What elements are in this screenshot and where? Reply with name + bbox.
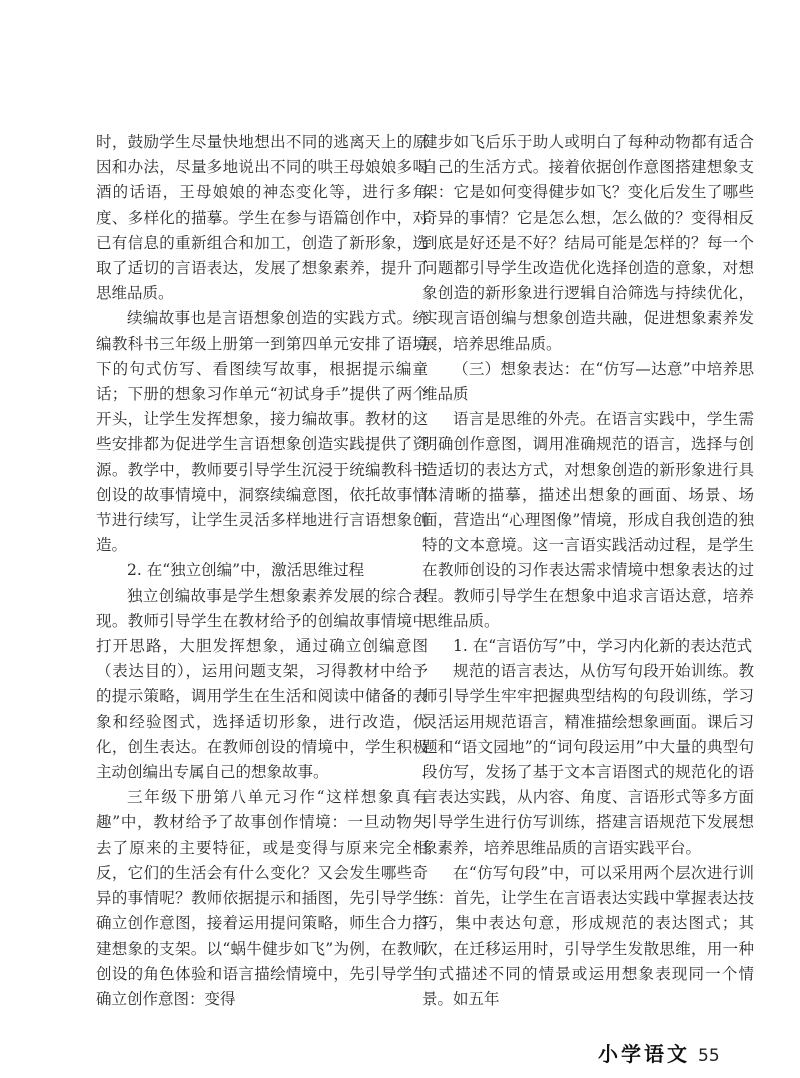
left-column xyxy=(96,130,428,1012)
journal-brand: 小学语文 xyxy=(598,1042,690,1066)
paragraph: 规范的语言表达，从仿写句段开始训练。教师引导学生牢牢把握典型结构的句段训练，学习灵活运用规范语言，精准描绘想象画面。课后习题和“语文园地”的“词句段运用”中大量的典型句段仿写，发扬了基于文本言语图式的规范化的语言表达实践，从内容、角度、言语形式等多方面引导学生进行仿写训练，搭建言语规范下发展想象素养，培养思维品质的言语实践平台。 xyxy=(422,662,754,857)
paragraph: 在“仿写句段”中，可以采用两个层次进行训练：首先，让学生在言语表达实践中掌握表达技巧，集中表达句意，形成规范的表达图式；其次，在迁移运用时，引导学生发散思维，用一种句式描述不同的情景或运用想象表现同一个情景。如五年 xyxy=(422,863,754,1008)
section-heading: 2. 在“独立创编”中，激活思维过程 xyxy=(127,561,365,580)
paragraph: 健步如飞后乐于助人或明白了每种动物都有适合自己的生活方式。接着依据创作意图搭建想象支架：它是如何变得健步如飞？变化后发生了哪些奇异的事情？它是怎么想，怎么做的？变得相反到底是好还是不好？结局可能是怎样的？每一个问题都引导学生改造优化选择创造的意象，对想象创造的新形象进行逻辑自洽筛选与持续优化，实现言语创编与想象创造共融，促进想象素养发展，培养思维品质。 xyxy=(422,133,754,353)
paragraph: 续编故事也是言语想象创造的实践方式。统编教科书三年级上册第一到第四单元安排了语境下的句式仿写、看图续写故事，根据提示编童话；下册的想象习作单元“初试身手”提供了两个开头，让学生发挥想象，接力编故事。教材的这些安排都为促进学生言语想象创造实践提供了资源。教学中，教师要引导学生沉浸于统编教科书创设的故事情境中，洞察续编意图，依托故事情节进行续写，让学生灵活多样地进行言语想象创造。 xyxy=(96,309,428,555)
paragraph: 语言是思维的外壳。在语言实践中，学生需明确创作意图，调用准确规范的语言，选择与创造适切的表达方式，对想象创造的新形象进行具体清晰的描摹，描述出想象的画面、场景、场面，营造出“心理图像”情境，形成自我创造的独特的文本意境。这一言语实践活动过程，是学生在教师创设的习作表达需求情境中想象表达的过程。教师引导学生在想象中追求言语达意，培养思维品质。 xyxy=(422,410,754,630)
page-number: 55 xyxy=(698,1046,720,1066)
right-column xyxy=(422,130,754,1012)
paragraph: 独立创编故事是学生想象素养发展的综合表现。教师引导学生在教材给予的创编故事情境中打开思路，大胆发挥想象，通过确立创编意图（表达目的），运用问题支架，习得教材中给予的提示策略，调用学生在生活和阅读中储备的表象和经验图式，选择适切形象，进行改造，优化，创生表达。在教师创设的情境中，学生积极主动创编出专属自己的想象故事。 xyxy=(96,586,428,782)
page-footer xyxy=(598,1038,720,1067)
section-heading: （三）想象表达：在“仿写—达意”中培养思维品质 xyxy=(422,359,754,404)
section-heading: 1. 在“言语仿写”中，学习内化新的表达范式 xyxy=(453,637,753,656)
paragraph: 三年级下册第八单元习作“这样想象真有趣”中，教材给予了故事创作情境：一旦动物失去了原来的主要特征，或是变得与原来完全相反，它们的生活会有什么变化？又会发生哪些奇异的事情呢？教师依据提示和插图，先引导学生确立创作意图，接着运用提问策略，师生合力搭建想象的支架。以“蜗牛健步如飞”为例，在教师创设的角色体验和语言描绘情境中，先引导学生确立创作意图：变得 xyxy=(96,788,428,1008)
paragraph: 时，鼓励学生尽量快地想出不同的逃离天上的原因和办法，尽量多地说出不同的哄王母娘娘多喝酒的话语，王母娘娘的神态变化等，进行多角度、多样化的描摹。学生在参与语篇创作中，对已有信息的重新组合和加工，创造了新形象，选取了适切的言语表达，发展了想象素养，提升了思维品质。 xyxy=(96,133,428,303)
